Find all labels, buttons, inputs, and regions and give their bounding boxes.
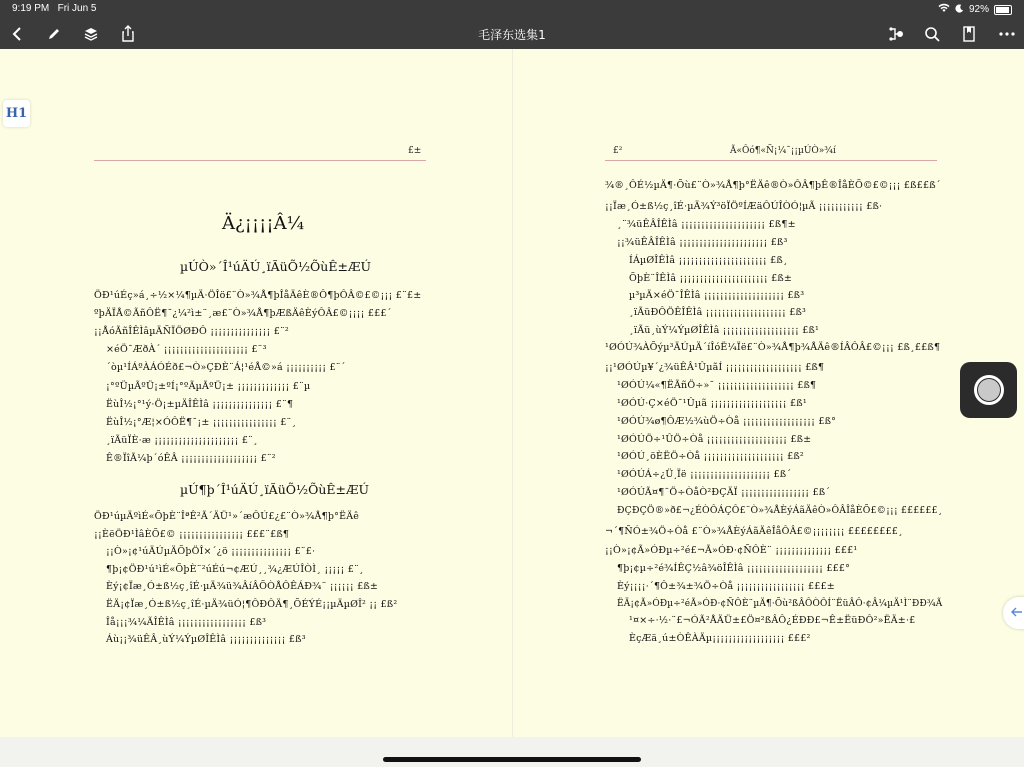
toc-entry[interactable]: ¶þ¡¢ÖÐ¹ú¹ìÉ«ÕþÈ¨²úÉú¬¢ÆÚ¸¸¾¿ÆÚÎÒÌ¸ ¡¡¡¡¡ £¨¸	[106, 563, 364, 575]
arrow-left-icon	[1011, 605, 1023, 621]
assistive-touch-ring	[974, 375, 1004, 405]
bottom-strip	[0, 737, 1024, 767]
toc-entry[interactable]: ¡¡ÅóÃñÎÊÌâµÄÑÏÖØÐÔ ¡¡¡¡¡¡¡¡¡¡¡¡¡¡¡ £¨²	[94, 326, 289, 338]
toc-entry[interactable]: ×éÖ¯ÆðÀ´ ¡¡¡¡¡¡¡¡¡¡¡¡¡¡¡¡¡¡¡¡¡ £¨³	[106, 344, 267, 356]
toc-entry[interactable]: ¹ØÓÚ¸öÈËÖ÷Òå ¡¡¡¡¡¡¡¡¡¡¡¡¡¡¡¡¡¡¡¡ £ß²	[617, 451, 804, 462]
battery-percent: 92%	[968, 4, 989, 15]
toc-entry[interactable]: ¡°ºÜµÃºÜ¡±ºÍ¡°ºÃµÃºÜ¡± ¡¡¡¡¡¡¡¡¡¡¡¡¡ £¨µ	[106, 380, 311, 392]
toc-entry[interactable]: ÈçÆä¸ú±ÒÊÀÄµ¡¡¡¡¡¡¡¡¡¡¡¡¡¡¡¡¡¡ £££²	[629, 633, 811, 644]
toc-title: Ä¿¡¡¡¡Â¼	[222, 213, 305, 234]
home-indicator[interactable]	[383, 757, 641, 762]
search-icon[interactable]	[921, 24, 943, 44]
h1-heading-button[interactable]: H1	[3, 100, 30, 127]
battery-icon	[994, 5, 1012, 15]
toc-entry[interactable]: Îå¡¡¡¾¼ÃÎÊÌâ ¡¡¡¡¡¡¡¡¡¡¡¡¡¡¡¡¡ £ß³	[106, 616, 267, 628]
toc-entry[interactable]: ¡¡Ò»¡¢Ã»ÓÐµ÷²é£¬Ã»ÓÐ·¢ÑÔÈ¨ ¡¡¡¡¡¡¡¡¡¡¡¡¡¡ £££¹	[605, 545, 858, 556]
status-time: 9:19 PM	[12, 3, 50, 14]
bookmark-icon[interactable]	[958, 24, 980, 44]
toc-entry[interactable]: Èý¡¡¡¡·´¶Ô±¾±¾Ö÷Òå ¡¡¡¡¡¡¡¡¡¡¡¡¡¡¡¡¡ £££±	[617, 581, 835, 592]
toc-entry[interactable]: ¸ïÃüÐÔÖÊÎÊÌâ ¡¡¡¡¡¡¡¡¡¡¡¡¡¡¡¡¡¡¡¡ £ß³	[629, 307, 807, 318]
toc-entry[interactable]: ¡¡¹ØÓÚµ¥´¿¾üÊÂ¹ÛµãÍ ¡¡¡¡¡¡¡¡¡¡¡¡¡¡¡¡¡¡¡ £ß¶	[605, 362, 825, 373]
left-header-rule	[94, 160, 426, 161]
toc-entry[interactable]: ¹ØÓÚ¼«¶ËÃñÖ÷»¯ ¡¡¡¡¡¡¡¡¡¡¡¡¡¡¡¡¡¡¡ £ß¶	[617, 380, 817, 391]
toc-entry[interactable]: ¬´¶ÑÓ±¾Ö÷Òå £¨Ò»¾ÅÈýÁãÄêÎåÔÂ£©¡¡¡¡¡¡¡¡ ££££££££¸	[605, 526, 903, 537]
toc-entry[interactable]: ¹ØÓÚÖ÷¹ÛÖ÷Òå ¡¡¡¡¡¡¡¡¡¡¡¡¡¡¡¡¡¡¡¡ £ß±	[617, 434, 812, 445]
status-indicators	[938, 3, 1012, 16]
toc-entry[interactable]: ¹¤×÷·½·¨£¬ÓÃ²ÅÄÜ±£Ö¤²ßÂÔ¿ÉÐÐ£¬Ê±ËüÐÔ²»ËÄ±·£	[629, 615, 916, 626]
right-page-number: £²	[613, 146, 623, 156]
document-title: 毛泽东选集1	[478, 28, 546, 42]
toc-entry[interactable]: ÖÐ¹úµÄºìÉ«ÕþÈ¨ÎªÊ²Ã´ÄÜ¹»´æÔÚ£¿£¨Ò»¾Å¶þ°ËÄê	[94, 511, 360, 522]
toc-entry[interactable]: ¹ØÓÚ·Ç×éÖ¯¹Ûµã ¡¡¡¡¡¡¡¡¡¡¡¡¡¡¡¡¡¡¡ £ß¹	[617, 398, 807, 409]
more-icon[interactable]	[996, 24, 1018, 44]
toc-entry[interactable]: ÍÁµØÎÊÌâ ¡¡¡¡¡¡¡¡¡¡¡¡¡¡¡¡¡¡¡¡¡¡ £ß¸	[629, 255, 788, 266]
toc-entry[interactable]: ¡¡ÈëÖÐ¹ÌâÈÕ£© ¡¡¡¡¡¡¡¡¡¡¡¡¡¡¡¡ £££¨£ß¶	[94, 528, 290, 540]
moon-icon	[955, 4, 964, 16]
toc-entry[interactable]: ¹ØÓÚÁ÷¿Ü˼Ïë ¡¡¡¡¡¡¡¡¡¡¡¡¡¡¡¡¡¡¡¡ £ß´	[617, 469, 792, 480]
toc-entry[interactable]: ¹ØÓÚ¾ÀÕýµ³ÄÚµÄ´íÎóË¼Ïë£¨Ò»¾Å¶þ¾ÅÄê®ÍÂÔÂ£©¡¡¡ £ß¸££ß¶	[605, 342, 941, 353]
toc-entry[interactable]: ¡¡¾üÊÂÎÊÌâ ¡¡¡¡¡¡¡¡¡¡¡¡¡¡¡¡¡¡¡¡¡¡ £ß³	[617, 237, 788, 248]
right-page	[512, 49, 1024, 737]
toc-entry[interactable]: ËÄ¡¢Ïæ¸Ó±ß½ç¸îÉ·µÄ¾üÓ¦¶ÔÐÔÄ¶¸ÕÉÝÉ¡¡µÄµØÎ² ¡¡ £ß²	[106, 599, 398, 610]
toc-entry[interactable]: ËùÎ½¡°¹ý·Ö¡±µÄÎÊÌâ ¡¡¡¡¡¡¡¡¡¡¡¡¡¡¡ £¨¶	[106, 398, 294, 410]
status-date: Fri Jun 5	[57, 3, 97, 14]
toc-entry[interactable]: ¡¡Ïæ¸Ó±ß½ç¸îÉ·µÄ¾Ý³öÏÖºÍÆäÔÚÎÒÓ¦µÃ ¡¡¡¡¡¡¡¡¡¡¡ £ß·	[605, 201, 883, 212]
toc-entry[interactable]: ËùÎ½¡°Æ¦×ÓÔË¶¯¡± ¡¡¡¡¡¡¡¡¡¡¡¡¡¡¡¡ £¨¸	[106, 416, 297, 428]
right-page-header-title: Ã«Ôó¶«Ñ¡¼¯¡¡µÚÒ»¾í	[730, 146, 836, 156]
toc-entry[interactable]: ´òµ¹ÍÁºÀÁÓÉð£¬Ò»ÇÐÈ¨Á¦¹éÅ©»á ¡¡¡¡¡¡¡¡¡¡ £¨´	[106, 362, 346, 374]
toc-entry[interactable]: ¾®¸ÔÉ½µÄ¶·Õù£¨Ò»¾Å¶þ°ËÄê®Ò»ÔÂ¶þÊ®ÎåÈÕ©£©¡¡¡ £ß££ß´	[605, 180, 941, 191]
wifi-icon	[938, 3, 950, 16]
assistive-touch-dot	[978, 379, 1000, 401]
toc-entry[interactable]: ËÄ¡¢Ã»ÓÐµ÷²éÃ»ÓÐ·¢ÑÔÈ¨µÄ¶·Õù²ßÂÔÒÔÍ¨ËüÂÔ·¢Â¼µÄ¹Ì¨ÐÐ¾Ã	[617, 598, 943, 609]
section2-title: µÚ¶þ´Î¹úÄÚ¸ïÃüÕ½ÕùÊ±ÆÚ	[180, 482, 370, 497]
toc-entry[interactable]: Ê®ÏîÃ¼þ´óÊÂ ¡¡¡¡¡¡¡¡¡¡¡¡¡¡¡¡¡¡¡ £¨²	[106, 452, 276, 464]
toc-entry[interactable]: ¹ØÓÚÃ¤¶¯Ö÷ÒåÒ²ÐÇÄÏ ¡¡¡¡¡¡¡¡¡¡¡¡¡¡¡¡¡ £ß´	[617, 487, 831, 498]
toc-entry[interactable]: Èý¡¢Ïæ¸Ó±ß½ç¸îÉ·µÄ¾ü¾ÂíÂÕÒÅÔÊÁÐ¾¨ ¡¡¡¡¡¡ £ß±	[106, 581, 379, 593]
toc-entry[interactable]: µ³µÄ×éÖ¯ÎÊÌâ ¡¡¡¡¡¡¡¡¡¡¡¡¡¡¡¡¡¡¡¡ £ß³	[629, 290, 805, 301]
assistive-touch-button[interactable]	[960, 362, 1017, 418]
toc-entry[interactable]: ÐÇÐÇÖ®»ð£¬¿ÉÒÔÁÇÔ£¨Ò»¾ÅÈýÁãÄêÒ»ÔÂÎåÈÕ£©¡¡¡ ££££££¸	[617, 505, 943, 516]
toc-entry[interactable]: ¶þ¡¢µ÷²é¾ÍÊÇ½â¾öÎÊÌâ ¡¡¡¡¡¡¡¡¡¡¡¡¡¡¡¡¡¡¡ £££°	[617, 563, 851, 574]
status-time-date	[12, 3, 97, 14]
right-header-rule	[605, 160, 937, 161]
toc-entry[interactable]: ¸ïÃüÏÈ·æ ¡¡¡¡¡¡¡¡¡¡¡¡¡¡¡¡¡¡¡¡¡ £¨¸	[106, 434, 258, 446]
left-page-number: £±	[408, 146, 422, 156]
toc-entry[interactable]: ¹ØÓÚ¾ø¶ÔÆ½¾ùÖ÷Òå ¡¡¡¡¡¡¡¡¡¡¡¡¡¡¡¡¡¡ £ß°	[617, 416, 837, 427]
toc-entry[interactable]: ¸ïÃü¸ùÝ¼ÝµØÎÊÌâ ¡¡¡¡¡¡¡¡¡¡¡¡¡¡¡¡¡¡¡ £ß¹	[629, 325, 820, 336]
toc-entry[interactable]: ¸¨¾üÊÂÎÊÌâ ¡¡¡¡¡¡¡¡¡¡¡¡¡¡¡¡¡¡¡¡¡ £ß¶±	[617, 219, 796, 230]
toc-entry[interactable]: ÕþÈ¨ÎÊÌâ ¡¡¡¡¡¡¡¡¡¡¡¡¡¡¡¡¡¡¡¡¡¡ £ß±	[629, 273, 793, 284]
left-page	[0, 49, 512, 737]
node-tree-icon[interactable]	[885, 24, 907, 44]
toc-entry[interactable]: ¡¡Ò»¡¢¹úÄÚµÄÕþÖÎ×´¿ö ¡¡¡¡¡¡¡¡¡¡¡¡¡¡¡ £¨£·	[106, 546, 316, 558]
section1-title: µÚÒ»´Î¹úÄÚ¸ïÃüÕ½ÕùÊ±ÆÚ	[180, 259, 371, 274]
toc-entry[interactable]: ÖÐ¹úÉç»á¸÷½×¼¶µÄ·ÖÎö£¨Ò»¾Å¶þÎåÄêÈ®Ô¶þÔÂ©£©¡¡¡ £¨£±	[94, 290, 422, 301]
toc-entry[interactable]: ºþÄÏÅ©ÃñÔË¶¯¿¼²ì±¨¸æ£¨Ò»¾Å¶þÆßÄêÈýÔÂ£©¡¡¡¡ £££´	[94, 308, 392, 320]
top-toolbar	[0, 0, 1024, 49]
toc-entry[interactable]: Áù¡¡¾üÊÂ¸ùÝ¼ÝµØÎÊÌâ ¡¡¡¡¡¡¡¡¡¡¡¡¡¡ £ß³	[106, 634, 306, 646]
